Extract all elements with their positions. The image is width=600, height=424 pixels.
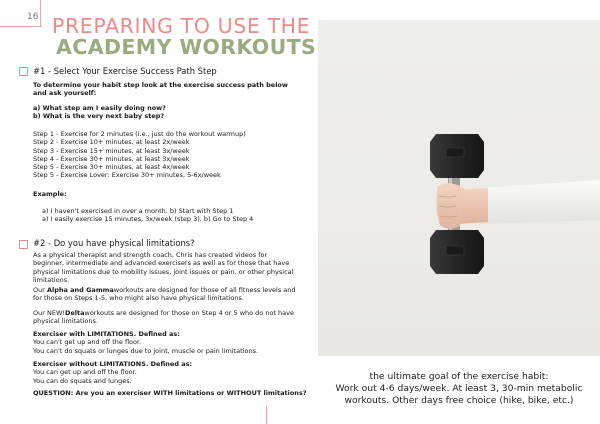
step-item: Step 2 - Exercise 10+ minutes, at least 2x/week: [33, 138, 190, 147]
caption-line1: the ultimate goal of the exercise habit:: [369, 371, 549, 382]
section2-heading: #2 - Do you have physical limitations?: [33, 238, 195, 248]
delta-label: Delta: [64, 309, 85, 317]
limitations-checkbox[interactable]: [19, 240, 28, 249]
limit-line: You can do squats and lunges.: [33, 376, 132, 385]
intro-line: To determine your habit step look at the exercise success path below: [33, 81, 288, 89]
step-checkbox[interactable]: [19, 67, 28, 76]
limitations-question: QUESTION: Are you an exerciser WITH limitations or WITHOUT limitations?: [33, 389, 307, 397]
corner-divider-vertical: [40, 0, 41, 26]
section2-para3: [33, 309, 294, 326]
example-item: a) I easily exercise 15 minutes, 3x/week (step 3), b) Go to Step 4: [42, 215, 254, 224]
limit-line: You can't get up and off the floor.: [33, 338, 142, 347]
with-limitations-heading: Exerciser with LIMITATIONS. Defined as:: [33, 330, 180, 338]
para-line: limitations.: [33, 275, 70, 284]
caption-line3: workouts. Other days free choice (hike, bike, etc.): [344, 395, 574, 406]
step-item: Step 5 - Exercise Lover: Exercise 30+ minutes, 5-6x/week: [33, 171, 221, 180]
para-line: physical limitations due to mobility issues, joint issues or pain, or other physical: [33, 267, 294, 276]
section2-para2: [33, 286, 296, 303]
para-line: for those on Steps 1-5, who might also have physical limitations.: [33, 294, 244, 303]
question-a: a) What step am I easily doing now?: [33, 104, 166, 112]
para-text: Our NEW!: [33, 309, 65, 317]
para-line: beginner, intermediate and advanced exercisers as well as for those that have: [33, 259, 290, 268]
limit-line: You can get up and off the floor.: [33, 368, 137, 377]
para-line: physical limitations.: [33, 317, 98, 326]
example-item: a) I haven't exercised in over a month. b) Start with Step 1: [42, 207, 234, 215]
without-limitations-heading: Exerciser without LIMITATIONS. Defined as:: [33, 360, 193, 368]
para-line: [33, 309, 294, 317]
section2-para1: [33, 251, 293, 284]
with-limitations-block: [33, 330, 258, 355]
bottom-divider: [266, 406, 267, 424]
without-limitations-block: [33, 360, 192, 385]
para-text: Our: [33, 286, 47, 294]
section1-intro: [33, 81, 288, 98]
examples-list: [42, 207, 253, 224]
para-line: [33, 286, 296, 294]
dumbbell-illustration: [318, 20, 600, 356]
section1-heading: #1 - Select Your Exercise Success Path Step: [33, 66, 217, 76]
success-path-steps: [33, 130, 246, 180]
para-text: workouts are designed for those of all fitness levels and: [113, 286, 296, 294]
page-title-line2: ACADEMY WORKOUTS: [56, 35, 317, 59]
step-item: Step 3 - Exercise 15+ minutes, at least 3x/week: [33, 146, 190, 155]
page-number: 16: [27, 12, 39, 22]
step-item: Step 5 - Exercise 30+ minutes, at least 4x/week: [33, 163, 190, 172]
para-text: workouts are designed for those on Step 4 or 5 who do not have: [84, 309, 294, 317]
step-item: Step 4 - Exercise 30+ minutes, at least 3x/week: [33, 154, 190, 163]
intro-line: and ask yourself:: [33, 89, 97, 98]
para-line: As a physical therapist and strength coach, Chris has created videos for: [33, 251, 268, 259]
question-b: b) What is the very next baby step?: [33, 112, 165, 121]
corner-divider-horizontal: [0, 26, 42, 27]
limit-line: You can't do squats or lunges due to joint, muscle or pain limitations.: [33, 346, 259, 355]
step-item: Step 1 - Exercise for 2 minutes (i.e., just do the workout warmup): [33, 130, 246, 138]
alpha-gamma-label: Alpha and Gamma: [46, 286, 114, 294]
page-title-line1: PREPARING TO USE THE: [52, 14, 311, 38]
dumbbell-photo: [318, 20, 600, 356]
example-label: Example:: [33, 190, 67, 198]
caption-line2: Work out 4-6 days/week. At least 3, 30-min metabolic: [335, 383, 583, 394]
section1-questions: [33, 104, 166, 121]
